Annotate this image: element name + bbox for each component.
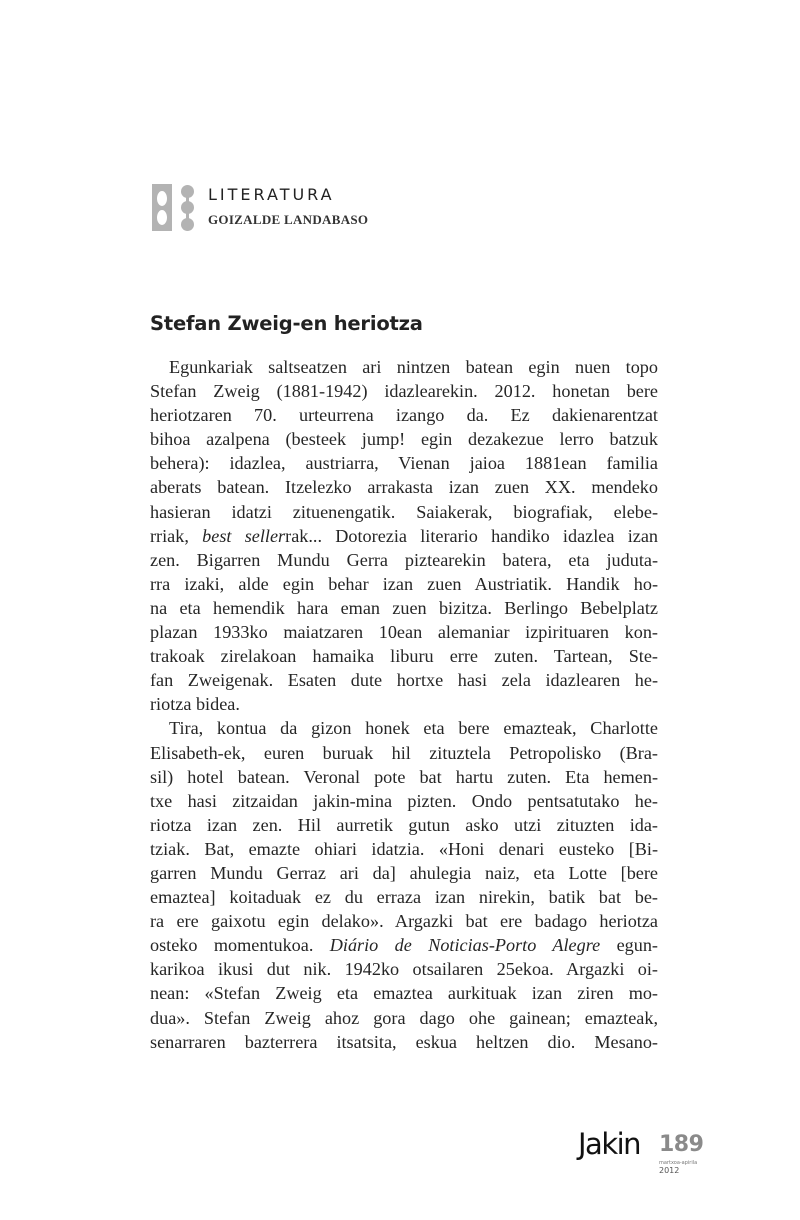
body-line: nean: «Stefan Zweig eta emaztea aurkituak izan ziren mo- bbox=[150, 983, 658, 1004]
body-line: garren Mundu Gerraz ari da] ahulegia naiz, eta Lotte [bere bbox=[150, 862, 658, 883]
body-line: na eta hemendik hara eman zuen bizitza. Berlingo Bebelplatz bbox=[150, 597, 658, 618]
body-line: ra ere gaixotu egin delako». Argazki bat ere badago heriotza bbox=[150, 911, 658, 932]
body-line: zen. Bigarren Mundu Gerra piztearekin batera, eta juduta- bbox=[150, 549, 658, 570]
body-line: plazan 1933ko maiatzaren 10ean alemaniar izpirituaren kon- bbox=[150, 622, 658, 643]
logo-dot bbox=[181, 185, 194, 198]
body-line: heriotzaren 70. urteurrena izango da. Ez dakienarentzat bbox=[150, 405, 658, 426]
body-line: Stefan Zweig (1881-1942) idazlearekin. 2012. honetan bere bbox=[150, 381, 658, 402]
body-text: osteko momentukoa. bbox=[150, 935, 330, 956]
article-title: Stefan Zweig-en heriotza bbox=[150, 312, 423, 335]
section-header bbox=[152, 183, 368, 233]
body-line bbox=[150, 524, 658, 548]
body-line: Elisabeth-ek, euren buruak hil zituztela Petropolisko (Bra- bbox=[150, 742, 658, 763]
body-line: tziak. Bat, emazte ohiari idatzia. «Honi denari eusteko [Bi- bbox=[150, 838, 658, 859]
body-text: rak... Dotorezia literario handiko idazlea izan bbox=[285, 525, 658, 546]
section-logo-icon bbox=[152, 183, 202, 233]
logo-hole bbox=[157, 191, 167, 206]
body-line: fan Zweigenak. Esaten dute hortxe hasi zela idazlearen he- bbox=[150, 670, 658, 691]
body-line: karikoa ikusi dut nik. 1942ko otsailaren 25ekoa. Argazki oi- bbox=[150, 959, 658, 980]
logo-dot bbox=[181, 218, 194, 231]
article-body bbox=[150, 355, 658, 1054]
body-line: Tira, kontua da gizon honek eta bere emazteak, Charlotte bbox=[169, 718, 658, 739]
issue-year: 2012 bbox=[659, 1166, 680, 1175]
body-line: hasieran idatzi zituenengatik. Saiakerak, biografiak, elebe- bbox=[150, 501, 658, 522]
body-line: rra izaki, alde egin behar izan zuen Austriatik. Handik ho- bbox=[150, 573, 658, 594]
body-line: trakoak zirelakoan hamaika liburu erre zuten. Tartean, Ste- bbox=[150, 646, 658, 667]
body-line: dua». Stefan Zweig ahoz gora dago ohe gainean; emazteak, bbox=[150, 1007, 658, 1028]
body-text: egun- bbox=[600, 935, 658, 956]
issue-number: 189 bbox=[659, 1132, 704, 1157]
section-title: LITERATURA bbox=[208, 185, 335, 204]
section-author: GOIZALDE LANDABASO bbox=[208, 212, 369, 227]
issue-months: martxoa-apirila bbox=[659, 1160, 698, 1166]
body-line: sil) hotel batean. Veronal pote bat hartu zuten. Eta hemen- bbox=[150, 766, 658, 787]
body-line: riotza izan zen. Hil aurretik gutun asko utzi zituzten ida- bbox=[150, 814, 658, 835]
logo-hole bbox=[157, 210, 167, 225]
journal-name: Jakin bbox=[578, 1127, 641, 1161]
body-line bbox=[150, 933, 658, 957]
body-line: riotza bidea. bbox=[150, 694, 240, 715]
body-line: Egunkariak saltseatzen ari nintzen batean egin nuen topo bbox=[169, 357, 658, 377]
section-text bbox=[208, 183, 368, 228]
body-text: rriak, bbox=[150, 525, 203, 546]
body-line: bihoa azalpena (besteek jump! egin dezakezue lerro batzuk bbox=[150, 429, 658, 450]
body-line: aberats batean. Itzelezko arrakasta izan zuen XX. mendeko bbox=[150, 477, 658, 498]
body-line: senarraren bazterrera itsatsita, eskua heltzen dio. Mesano- bbox=[150, 1031, 658, 1052]
italic-title: Diário de Noticias-Porto Alegre bbox=[329, 935, 601, 956]
journal-logo bbox=[578, 1128, 703, 1180]
logo-dot bbox=[181, 201, 194, 214]
body-line: behera): idazlea, austriarra, Vienan jaioa 1881ean familia bbox=[150, 453, 658, 474]
body-line: emaztea] koitaduak ez du erraza izan nirekin, batik bat be- bbox=[150, 887, 658, 908]
body-line: txe hasi zitzaidan jakin-mina pizten. Ondo pentsatutako he- bbox=[150, 790, 658, 811]
italic-title: best seller bbox=[202, 525, 286, 546]
